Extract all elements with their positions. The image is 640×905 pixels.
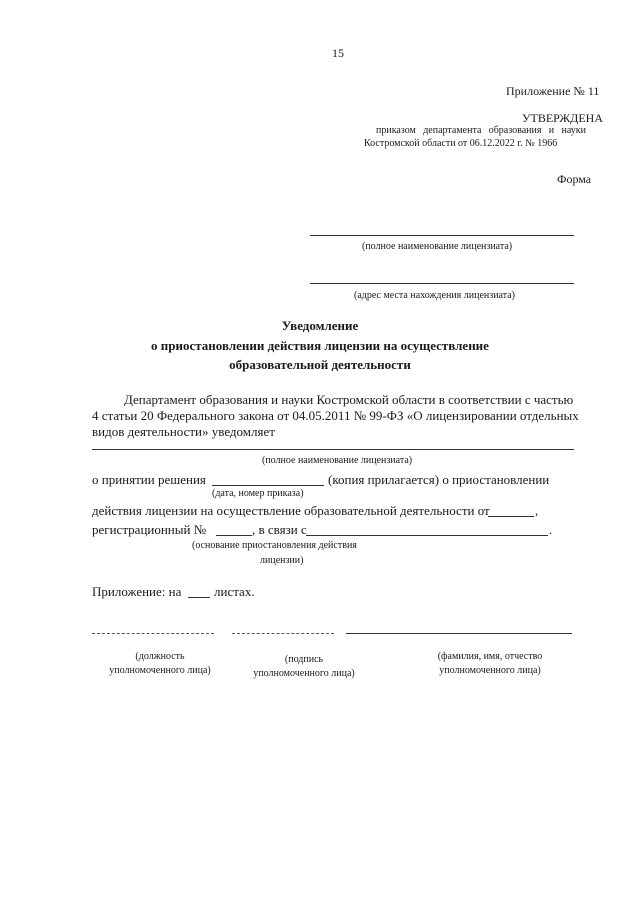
decision-caption: (дата, номер приказа): [212, 488, 304, 499]
licensee-fullname-caption: (полное наименование лицензиата): [262, 455, 413, 466]
basis-caption-line-2: лицензии): [260, 555, 304, 566]
signature-caption-2: уполномоченного лица): [253, 668, 355, 679]
position-line: [92, 633, 214, 634]
licensee-name-line: [310, 235, 574, 236]
approved-label: УТВЕРЖДЕНА: [522, 111, 604, 125]
reg-mid: , в связи с: [252, 522, 307, 537]
attachment-prefix: Приложение: на: [92, 584, 182, 599]
name-caption-2: уполномоченного лица): [439, 665, 541, 676]
position-caption-1: (должность: [135, 651, 185, 662]
action-end: ,: [535, 503, 539, 518]
licensee-address-caption: (адрес места нахождения лицензиата): [354, 290, 515, 301]
intro-line-3: видов деятельности» уведомляет: [92, 424, 275, 439]
name-caption-1: (фамилия, имя, отчество: [437, 651, 543, 662]
intro-line-2: 4 статьи 20 Федерального закона от 04.05.2011 № 99-ФЗ «О лицензировании отдельных: [92, 408, 579, 423]
order-line-1: приказом департамента образования и науки: [376, 125, 586, 136]
basis-caption-line-1: (основание приостановления действия: [192, 540, 357, 551]
decision-prefix: о принятии решения: [92, 472, 206, 487]
appendix-label: Приложение № 11: [506, 84, 600, 98]
reg-basis-line: [306, 535, 548, 536]
position-caption-2: уполномоченного лица): [109, 665, 211, 676]
reg-number-line: [216, 535, 252, 536]
licensee-name-caption: (полное наименование лицензиата): [362, 241, 513, 252]
signature-line: [232, 633, 334, 634]
attachment-pages-line: [188, 597, 210, 598]
fullname-line: [346, 633, 572, 634]
licensee-address-line: [310, 283, 574, 284]
form-label: Форма: [557, 172, 592, 186]
title-line-3: образовательной деятельности: [229, 357, 411, 372]
intro-line-1: Департамент образования и науки Костромской области в соответствии с частью: [124, 392, 574, 407]
action-date-line: [488, 516, 534, 517]
reg-end: .: [549, 522, 553, 537]
decision-date-line: [212, 485, 324, 486]
page-number: 15: [332, 46, 344, 60]
action-line: действия лицензии на осуществление образовательной деятельности от: [92, 503, 490, 518]
reg-prefix: регистрационный №: [92, 522, 207, 537]
licensee-fullname-line: [92, 449, 574, 450]
title-line-1: Уведомление: [281, 318, 359, 333]
title-line-2: о приостановлении действия лицензии на осуществление: [151, 338, 489, 353]
order-line-2: Костромской области от 06.12.2022 г. № 1966: [364, 138, 558, 149]
decision-suffix: (копия прилагается) о приостановлении: [328, 472, 550, 487]
attachment-suffix: листах.: [214, 584, 255, 599]
signature-caption-1: (подпись: [284, 654, 324, 665]
